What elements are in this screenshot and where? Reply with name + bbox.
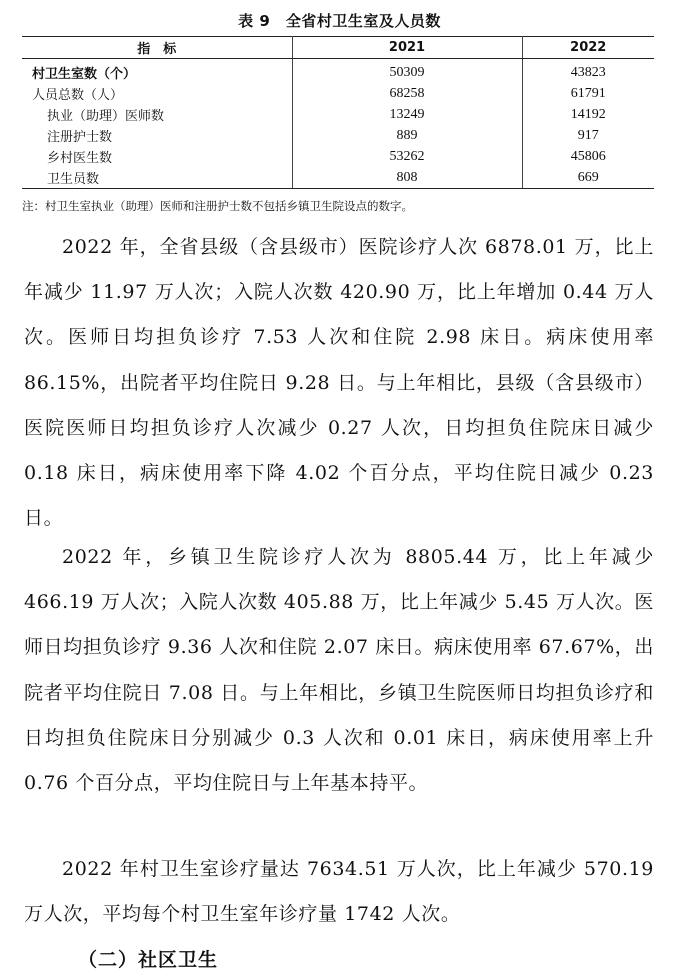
header-2021: 2021 [292, 37, 522, 59]
table-row [22, 83, 654, 104]
section-heading: （二）社区卫生 [78, 949, 219, 971]
cell-2022: 61791 [570, 85, 606, 101]
row-label: 卫生员数 [22, 167, 292, 189]
cell-2021: 50309 [292, 59, 522, 84]
cell-2021: 68258 [292, 83, 522, 104]
cell-2021: 53262 [292, 146, 522, 167]
village-clinic-table [22, 36, 654, 189]
table-header-row [22, 37, 654, 59]
cell-2021: 889 [292, 125, 522, 146]
cell-2022: 43823 [570, 64, 606, 80]
row-label: 人员总数（人） [22, 83, 292, 104]
table-row [22, 146, 654, 167]
cell-2021: 808 [292, 167, 522, 189]
table-row [22, 167, 654, 189]
cell-2021: 13249 [292, 104, 522, 125]
header-indicator: 指 标 [22, 37, 292, 59]
cell-2022: 14192 [570, 106, 606, 122]
cell-2022: 45806 [570, 148, 606, 164]
row-label: 乡村医生数 [22, 146, 292, 167]
table-note: 注：村卫生室执业（助理）医师和注册护士数不包括乡镇卫生院设点的数字。 [22, 199, 413, 213]
row-label: 村卫生室数（个） [22, 59, 292, 84]
paragraph-village-clinics: 2022 年村卫生室诊疗量达 7634.51 万人次，比上年减少 570.19 万人次，平均每个村卫生室年诊疗量 1742 人次。 [24, 858, 654, 926]
table-row [22, 125, 654, 146]
cell-2022: 669 [522, 167, 654, 189]
header-2022: 2022 [522, 37, 654, 59]
cell-2022: 917 [577, 127, 599, 143]
row-label: 注册护士数 [22, 125, 292, 146]
row-label: 执业（助理）医师数 [22, 104, 292, 125]
table-row [22, 104, 654, 125]
paragraph-township-health-centers: 2022 年，乡镇卫生院诊疗人次为 8805.44 万，比上年减少 466.19 万人次；入院人次数 405.88 万，比上年减少 5.45 万人次。医师日均担负诊疗 9.36 人次和住院 2.07 床日。病床使用率 67.67%，出院者平均住院日 7.08 日。与上年相比，乡镇卫生院医师日均担负诊疗和日均担负住院床日分别减少 0.3 人次和 0.01 床日，病床使用率上升 0.76 个百分点，平均住院日与上年基本持平。 [24, 546, 654, 795]
paragraph-county-hospitals: 2022 年，全省县级（含县级市）医院诊疗人次 6878.01 万，比上年减少 11.97 万人次；入院人次数 420.90 万，比上年增加 0.44 万人次。医师日均担负诊疗 7.53 人次和住院 2.98 床日。病床使用率 86.15%，出院者平均住院日 9.28 日。与上年相比，县级（含县级市）医院医师日均担负诊疗人次减少 0.27 人次，日均担负住院床日减少 0.18 床日，病床使用率下降 4.02 个百分点，平均住院日减少 0.23 日。 [24, 236, 654, 530]
table-title: 表 9 全省村卫生室及人员数 [238, 12, 441, 30]
table-row [22, 59, 654, 84]
